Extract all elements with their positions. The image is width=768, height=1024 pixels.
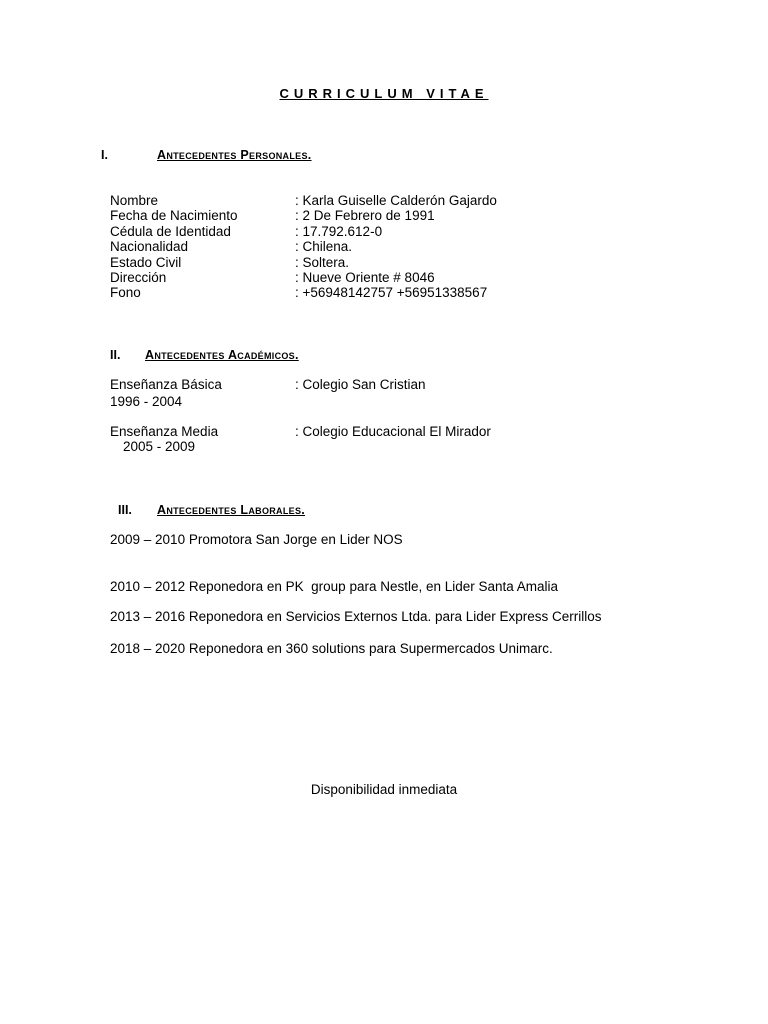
personal-value-nationality: : Chilena.	[295, 239, 353, 255]
section-number-work: III.	[118, 503, 132, 517]
work-item: 2009 – 2010 Promotora San Jorge en Lider NOS	[110, 532, 403, 547]
personal-value-name: : Karla Guiselle Calderón Gajardo	[295, 193, 497, 208]
availability-note: Disponibilidad inmediata	[310, 782, 458, 797]
personal-label-phone: Fono	[110, 285, 141, 301]
personal-value-civil-status: : Soltera.	[295, 254, 350, 270]
work-item: 2013 – 2016 Reponedora en Servicios Externos Ltda. para Lider Express Cerrillos	[110, 609, 602, 624]
personal-label-birthdate: Fecha de Nacimiento	[110, 208, 238, 224]
document-title: CURRICULUM VITAE	[279, 86, 489, 101]
personal-label-name: Nombre	[110, 193, 159, 208]
section-heading-personal: Antecedentes Personales.	[157, 148, 312, 162]
personal-label-id: Cédula de Identidad	[110, 223, 231, 239]
personal-value-phone: : +56948142757 +56951338567	[295, 285, 488, 301]
academic-years-secondary: 2005 - 2009	[123, 439, 196, 454]
academic-label-basic: Enseñanza Básica	[110, 377, 222, 392]
section-heading-work: Antecedentes Laborales.	[157, 503, 306, 517]
personal-value-birthdate: : 2 De Febrero de 1991	[295, 208, 435, 224]
section-number-academic: II.	[110, 348, 121, 362]
personal-value-id: : 17.792.612-0	[295, 223, 383, 239]
work-item: 2010 – 2012 Reponedora en PK group para Nestle, en Lider Santa Amalia	[110, 579, 559, 594]
section-number-personal: I.	[101, 148, 108, 162]
personal-value-address: : Nueve Oriente # 8046	[295, 270, 435, 285]
section-heading-academic: Antecedentes Académicos.	[145, 348, 299, 362]
academic-years-basic: 1996 - 2004	[110, 394, 183, 409]
academic-value-basic: : Colegio San Cristian	[295, 377, 426, 392]
personal-label-civil-status: Estado Civil	[110, 254, 182, 270]
work-item: 2018 – 2020 Reponedora en 360 solutions para Supermercados Unimarc.	[110, 641, 553, 656]
personal-label-address: Dirección	[110, 270, 167, 285]
academic-value-secondary: : Colegio Educacional El Mirador	[295, 424, 491, 439]
personal-label-nationality: Nacionalidad	[110, 239, 189, 255]
academic-label-secondary: Enseñanza Media	[110, 424, 219, 439]
